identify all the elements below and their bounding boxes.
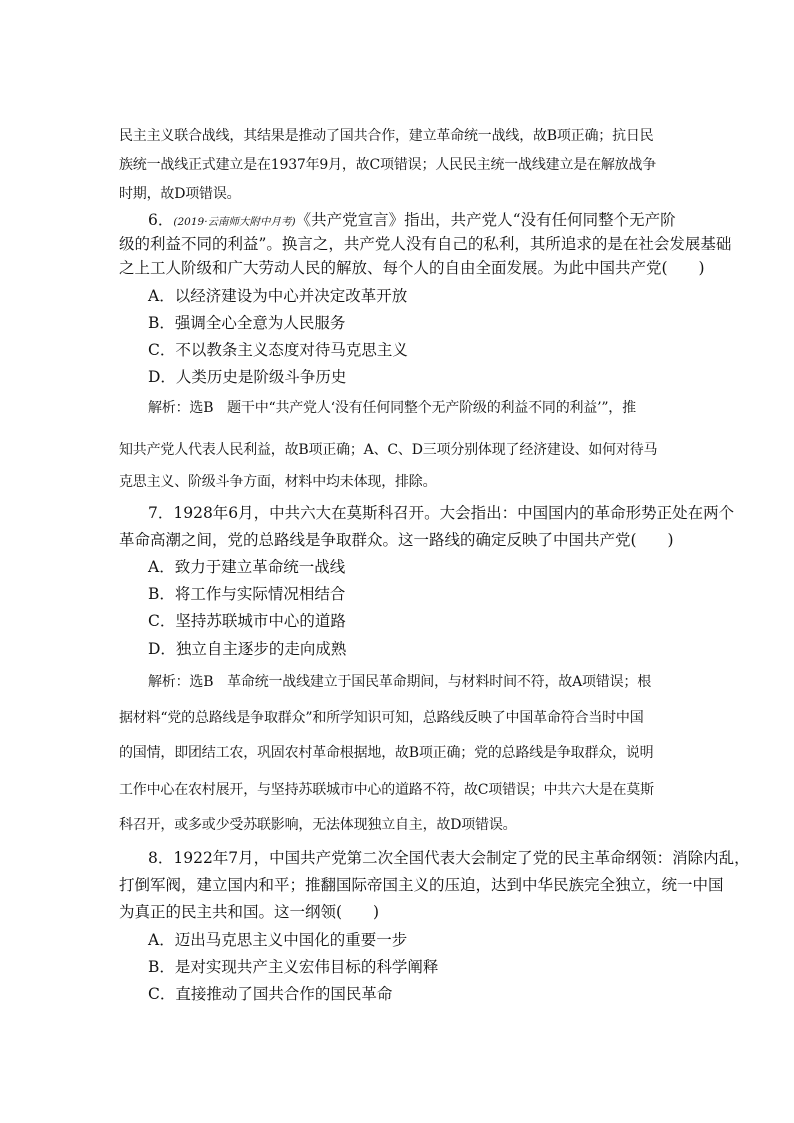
question-6-option-c: C．不以教条主义态度对待马克思主义 — [148, 341, 408, 359]
question-6-line-2: 级的利益不同的利益”。换言之，共产党人没有自己的私利，其所追求的是在社会发展基础 — [119, 235, 732, 253]
question-7-option-b: B．将工作与实际情况相结合 — [148, 585, 346, 603]
question-8-line-3: 为真正的民主共和国。这一纲领( ) — [119, 903, 380, 921]
question-6-line-3: 之上工人阶级和广大劳动人民的解放、每个人的自由全面发展。为此中国共产党( ) — [119, 259, 705, 277]
question-7-line-1: 7．1928年6月，中共六大在莫斯科召开。大会指出：中国国内的革命形势正处在两个 — [148, 504, 735, 522]
question-8-line-1: 8．1922年7月，中国共产党第二次全国代表大会制定了党的民主革命纲领：消除内乱， — [148, 849, 750, 867]
question-7-analysis-line-5: 科召开，或多或少受苏联影响，无法体现独立自主，故D项错误。 — [119, 817, 517, 833]
question-6-option-d: D．人类历史是阶级斗争历史 — [148, 368, 347, 386]
question-8-option-c: C．直接推动了国共合作的国民革命 — [148, 985, 393, 1003]
question-6-source: (2019·云南师大附中月考) — [173, 216, 296, 228]
question-7-analysis-line-3: 的国情，即团结工农，巩固农村革命根据地，故B项正确；党的总路线是争取群众，说明 — [119, 745, 654, 761]
question-8-line-2: 打倒军阀，建立国内和平；推翻国际帝国主义的压迫，达到中华民族完全独立，统一中国 — [119, 876, 724, 894]
question-7-analysis-line-4: 工作中心在农村展开，与坚持苏联城市中心的道路不符，故C项错误；中共六大是在莫斯 — [119, 782, 654, 798]
question-6-number: 6． — [148, 211, 174, 229]
question-8-option-b: B．是对实现共产主义宏伟目标的科学阐释 — [148, 958, 439, 976]
question-6-stem-start: 《共产党宣言》指出，共产党人“没有任何同整个无产阶 — [295, 211, 676, 229]
question-8-option-a: A．迈出马克思主义中国化的重要一步 — [148, 931, 408, 949]
carry-over-line-1: 民主主义联合战线，其结果是推动了国共合作，建立革命统一战线，故B项正确；抗日民 — [119, 128, 654, 144]
question-6-line-1 — [148, 210, 680, 232]
question-6-option-b: B．强调全心全意为人民服务 — [148, 314, 346, 332]
question-7-line-2: 革命高潮之间，党的总路线是争取群众。这一路线的确定反映了中国共产党( ) — [119, 531, 674, 549]
question-6-analysis-line-2: 知共产党人代表人民利益，故B项正确；A、C、D三项分别体现了经济建设、如何对待马 — [119, 442, 658, 458]
question-7-analysis-line-1: 解析：选B 革命统一战线建立于国民革命期间，与材料时间不符，故A项错误；根 — [148, 674, 651, 690]
question-7-analysis-line-2: 据材料“党的总路线是争取群众”和所学知识可知，总路线反映了中国革命符合当时中国 — [119, 710, 644, 726]
question-6-analysis-line-3: 克思主义、阶级斗争方面，材料中均未体现，排除。 — [119, 474, 437, 490]
carry-over-line-2: 族统一战线正式建立是在1937年9月，故C项错误；人民民主统一战线建立是在解放战争 — [119, 157, 657, 173]
question-6-option-a: A．以经济建设为中心并决定改革开放 — [148, 287, 408, 305]
question-7-option-d: D．独立自主逐步的走向成熟 — [148, 640, 347, 658]
carry-over-line-3: 时期，故D项错误。 — [119, 186, 241, 202]
question-6-analysis-line-1: 解析：选B 题干中“共产党人‘没有任何同整个无产阶级的利益不同的利益’”，推 — [148, 400, 636, 416]
question-7-option-a: A．致力于建立革命统一战线 — [148, 558, 346, 576]
question-7-option-c: C．坚持苏联城市中心的道路 — [148, 612, 346, 630]
